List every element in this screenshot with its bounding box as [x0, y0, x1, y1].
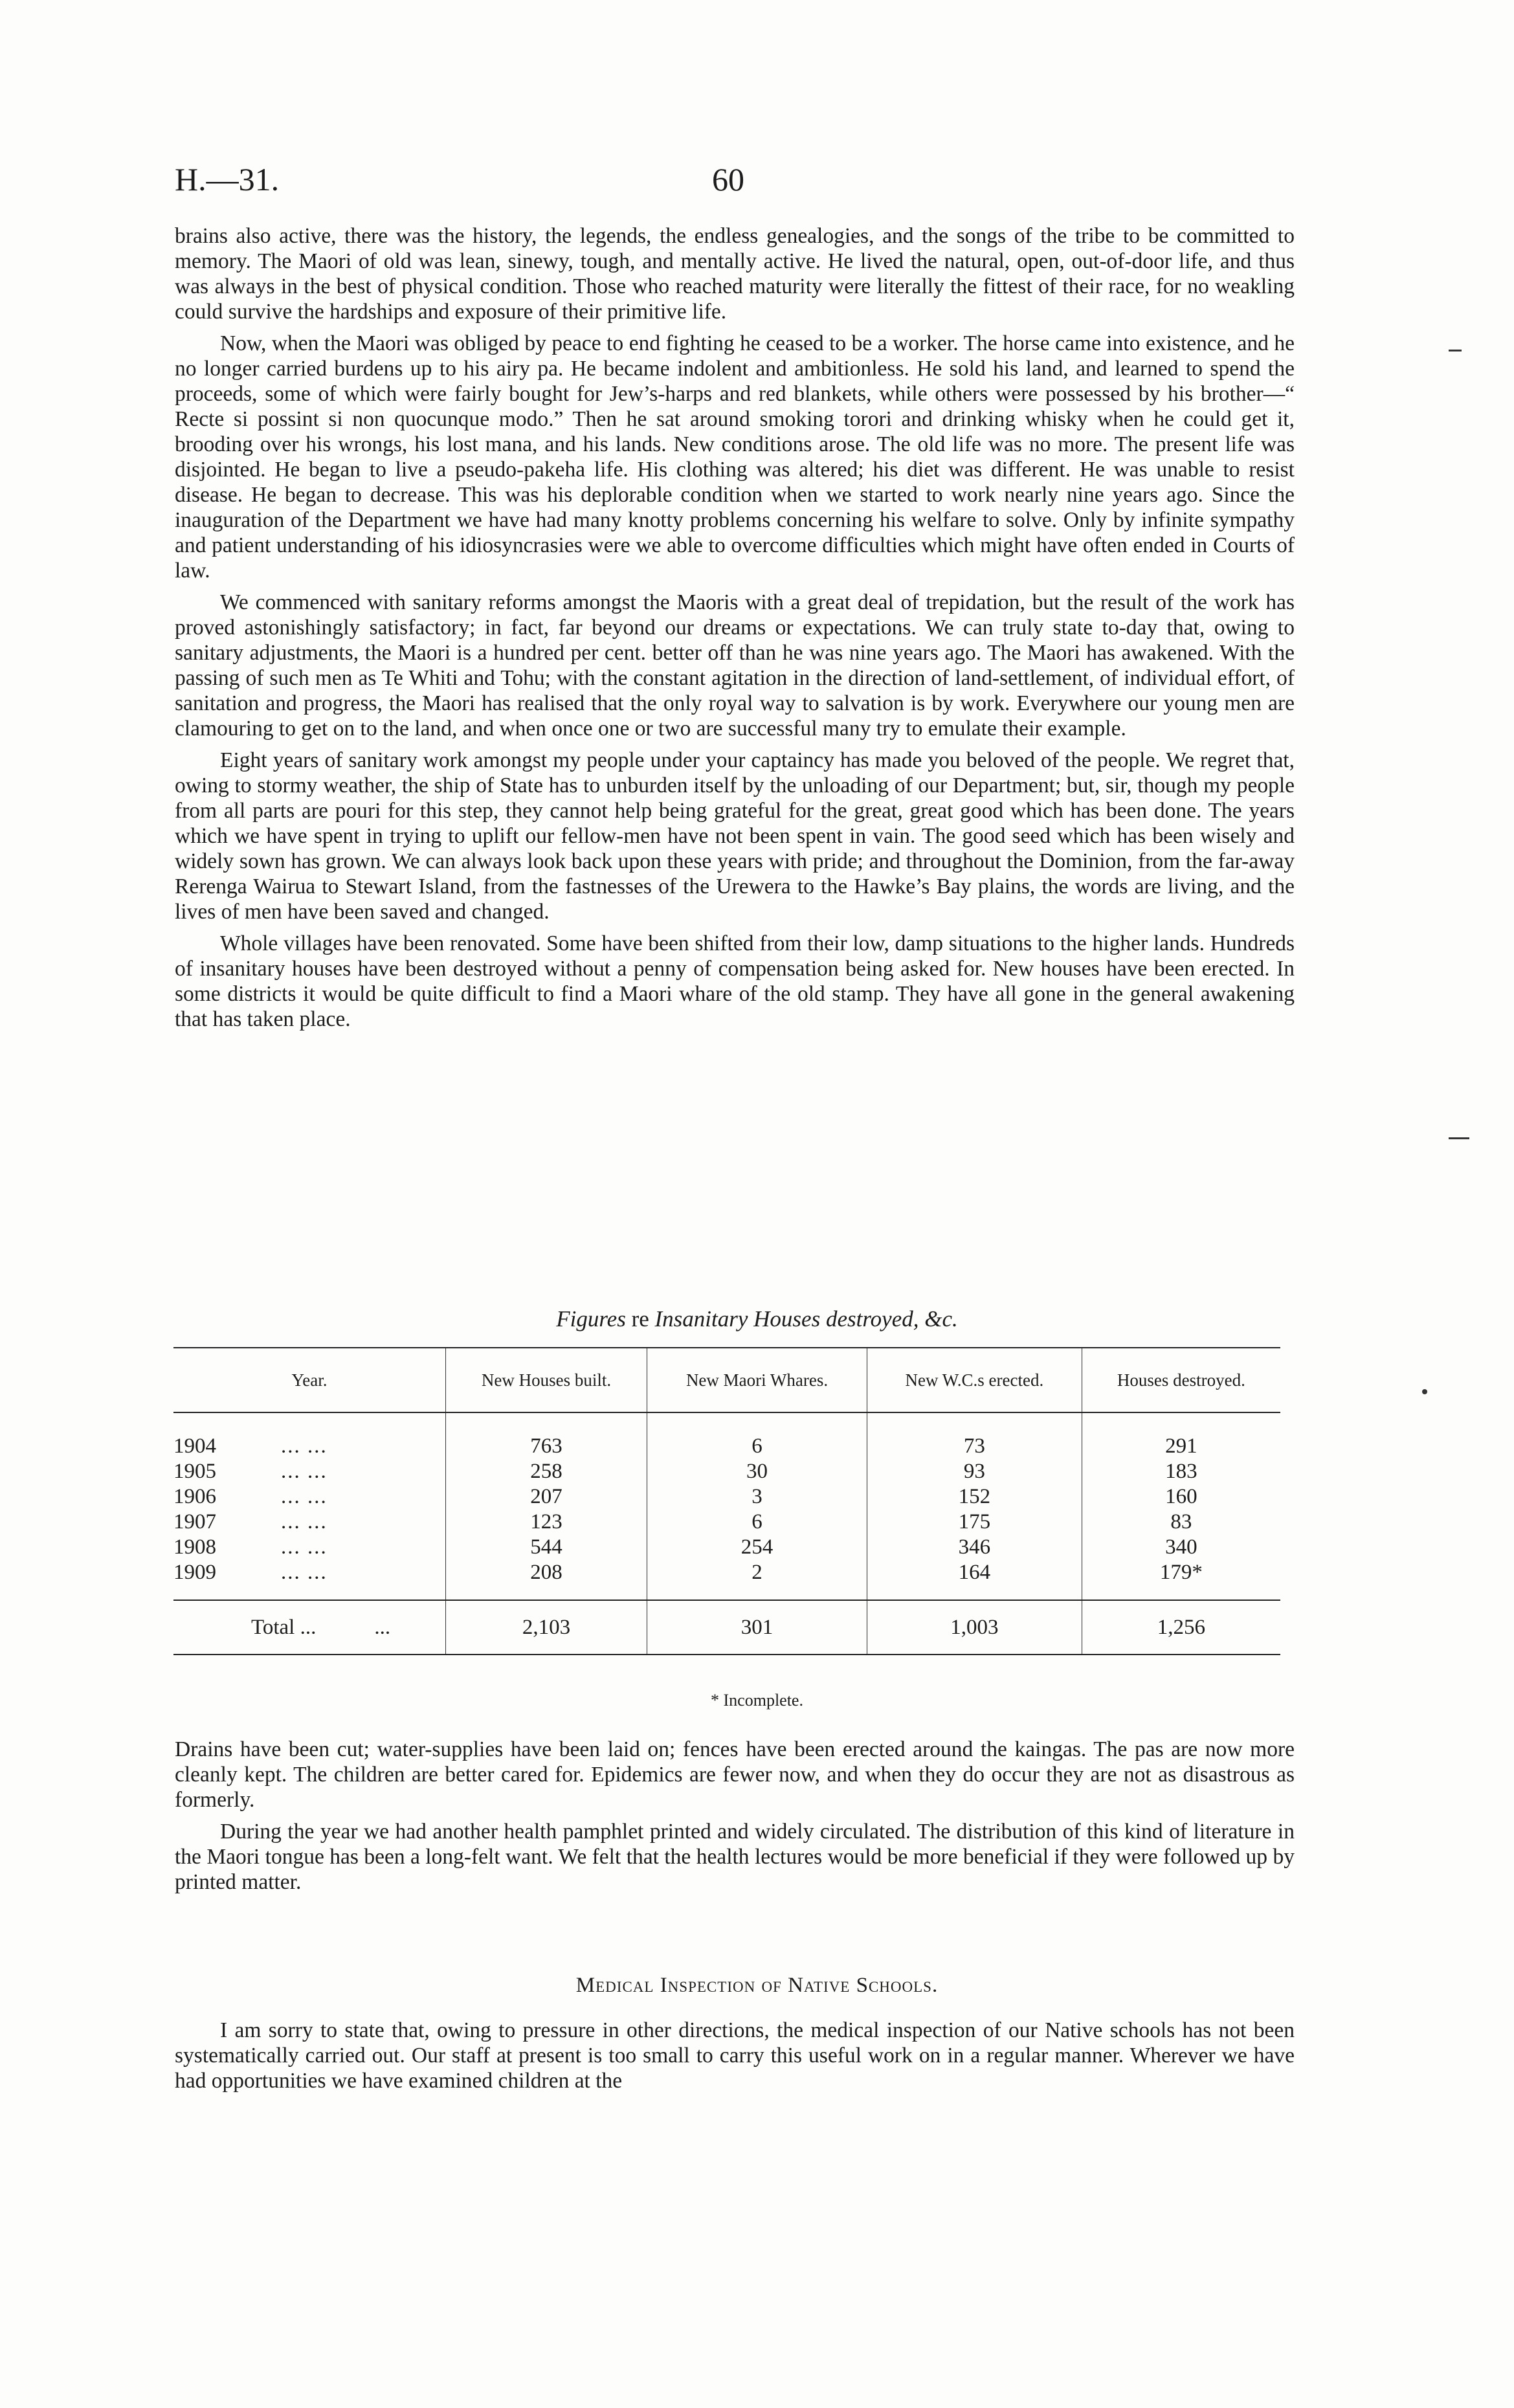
column-header: Year.: [173, 1348, 446, 1412]
total-label: Total ...: [251, 1615, 317, 1639]
paragraph: Whole villages have been renovated. Some have been shifted from their low, damp situations to the higher lands. Hundreds of insanitary houses have been destroyed without a penny of compensation being asked for. New houses have been erected. In some districts it would be quite difficult to find a Maori whare of the old stamp. They have all gone in the general awakening that has taken place.: [175, 931, 1295, 1031]
cell-destroyed: 291: [1082, 1412, 1280, 1459]
table-row: [173, 1484, 1280, 1510]
paragraph: We commenced with sanitary reforms amongst the Maoris with a great deal of trepidation, but the result of the work has proved astonishingly satisfactory; in fact, far beyond our dreams or expectations. We can truly state to-day that, owing to sanitary adjustments, the Maori is a hundred per cent. better off than he was nine years ago. The Maori has awakened. With the passing of such men as Te Whiti and Tohu; with the constant agitation in the direction of land-settlement, of individual effort, of sanitation and progress, the Maori has realised that the only royal way to salvation is by work. Everywhere our young men are clamouring to get on to the land, and when once one or two are successful many try to emulate their example.: [175, 590, 1295, 741]
body-section-2: [175, 1737, 1295, 1901]
paragraph: brains also active, there was the history, the legends, the endless genealogies, and the songs of the tribe to be committed to memory. The Maori of old was lean, sinewy, tough, and mentally active. He lived the natural, open, out-of-door life, and thus was always in the best of physical condition. Those who reached maturity were literally the fittest of their race, for no weakling could survive the hardships and exposure of their primitive life.: [175, 224, 1295, 324]
caption-part: Figures: [556, 1306, 632, 1332]
total-destroyed: 1,256: [1082, 1600, 1280, 1655]
paragraph: Drains have been cut; water-supplies have been laid on; fences have been erected around the kaingas. The pas are now more cleanly kept. The children are better cared for. Epidemics are fewer now, and when they do occur they are not as disastrous as formerly.: [175, 1737, 1295, 1812]
margin-mark: [1449, 1137, 1469, 1139]
year-cell: 1904: [173, 1434, 216, 1458]
leader-dots: ...: [374, 1615, 391, 1639]
year-cell: 1906: [173, 1485, 216, 1508]
total-wcs: 1,003: [867, 1600, 1082, 1655]
cell-destroyed: 179*: [1082, 1560, 1280, 1600]
body-section-1: [175, 223, 1295, 1038]
margin-mark: [1449, 350, 1462, 351]
cell-houses: 258: [446, 1459, 647, 1484]
table-header-row: [173, 1348, 1280, 1412]
cell-whares: 6: [647, 1510, 867, 1535]
paragraph: Now, when the Maori was obliged by peace to end fighting he ceased to be a worker. The horse came into existence, and he no longer carried burdens up to his airy pa. He became indolent and ambitionless. He sold his land, and learned to spend the proceeds, some of which were fairly bought for Jew’s-harps and red blankets, while others were possessed by his brother—“ Recte si possint si non quocunque modo.” Then he sat around smoking torori and drinking whisky when he could get it, brooding over his wrongs, his lost mana, and his lands. New conditions arose. The old life was no more. The present life was disjointed. He began to live a pseudo-pakeha life. His clothing was altered; his diet was different. He was unable to resist disease. He began to decrease. This was his deplorable condition when we started to work nearly nine years ago. Since the inauguration of the Department we have had many knotty problems concerning his welfare to solve. Only by infinite sympathy and patient understanding of his idiosyncrasies were we able to overcome difficulties which might have often ended in Courts of law.: [175, 331, 1295, 583]
paragraph: I am sorry to state that, owing to pressure in other directions, the medical inspection of our Native schools has not been systematically carried out. Our staff at present is too small to carry this useful work on in a regular manner. Wherever we have had opportunities we have examined children at the: [175, 2018, 1295, 2093]
cell-whares: 3: [647, 1484, 867, 1510]
cell-wcs: 73: [867, 1412, 1082, 1459]
cell-destroyed: 183: [1082, 1459, 1280, 1484]
total-whares: 301: [647, 1600, 867, 1655]
cell-houses: 763: [446, 1412, 647, 1459]
cell-wcs: 164: [867, 1560, 1082, 1600]
cell-whares: 2: [647, 1560, 867, 1600]
cell-houses: 207: [446, 1484, 647, 1510]
table-footnote: * Incomplete.: [711, 1691, 803, 1710]
year-cell: 1907: [173, 1510, 216, 1533]
houses-table: [173, 1347, 1280, 1655]
caption-part: Insanitary Houses destroyed, &c.: [649, 1306, 958, 1332]
cell-destroyed: 160: [1082, 1484, 1280, 1510]
total-houses: 2,103: [446, 1600, 647, 1655]
table-row: [173, 1535, 1280, 1560]
cell-whares: 6: [647, 1412, 867, 1459]
leader-dots: ... ...: [281, 1485, 328, 1508]
paragraph: Eight years of sanitary work amongst my people under your captaincy has made you beloved of the people. We regret that, owing to stormy weather, the ship of State has to unburden itself by the unloading of our Department; but, sir, though my people from all parts are pouri for this step, they cannot help being grateful for the great, great good which has been done. The years which we have spent in trying to uplift our fellow-men have not been spent in vain. The good seed which has been wisely and widely sown has grown. We can always look back upon these years with pride; and throughout the Dominion, from the far-away Rerenga Wairua to Stewart Island, from the fastnesses of the Urewera to the Hawke’s Bay plains, the words are living, and the lives of men have been saved and changed.: [175, 748, 1295, 924]
cell-destroyed: 83: [1082, 1510, 1280, 1535]
report-reference: H.—31.: [175, 161, 280, 197]
cell-houses: 208: [446, 1560, 647, 1600]
table-caption: [0, 1306, 1514, 1332]
section-heading: Medical Inspection of Native Schools.: [575, 1974, 939, 1997]
column-header: New Houses built.: [446, 1348, 647, 1412]
cell-whares: 30: [647, 1459, 867, 1484]
table-row: [173, 1459, 1280, 1484]
cell-houses: 544: [446, 1535, 647, 1560]
leader-dots: ... ...: [281, 1510, 328, 1533]
year-cell: 1905: [173, 1460, 216, 1483]
column-header: New Maori Whares.: [647, 1348, 867, 1412]
margin-dot: [1422, 1389, 1427, 1394]
cell-whares: 254: [647, 1535, 867, 1560]
year-cell: 1909: [173, 1561, 216, 1584]
cell-wcs: 152: [867, 1484, 1082, 1510]
paragraph: During the year we had another health pamphlet printed and widely circulated. The distribution of this kind of literature in the Maori tongue has been a long-felt want. We felt that the health lectures would be more beneficial if they were followed up by printed matter.: [175, 1820, 1295, 1894]
leader-dots: ... ...: [281, 1434, 328, 1458]
table-row: [173, 1510, 1280, 1535]
body-section-3: [175, 2018, 1295, 2100]
table-row: [173, 1560, 1280, 1600]
cell-houses: 123: [446, 1510, 647, 1535]
leader-dots: ... ...: [281, 1561, 328, 1584]
column-header: Houses destroyed.: [1082, 1348, 1280, 1412]
caption-part: re: [631, 1306, 649, 1332]
leader-dots: ... ...: [281, 1535, 328, 1559]
cell-wcs: 175: [867, 1510, 1082, 1535]
column-header: New W.C.s erected.: [867, 1348, 1082, 1412]
cell-destroyed: 340: [1082, 1535, 1280, 1560]
year-cell: 1908: [173, 1535, 216, 1559]
table-row: [173, 1412, 1280, 1459]
table-total-row: [173, 1600, 1280, 1655]
cell-wcs: 346: [867, 1535, 1082, 1560]
cell-wcs: 93: [867, 1459, 1082, 1484]
leader-dots: ... ...: [281, 1460, 328, 1483]
page-number: 60: [712, 161, 744, 197]
